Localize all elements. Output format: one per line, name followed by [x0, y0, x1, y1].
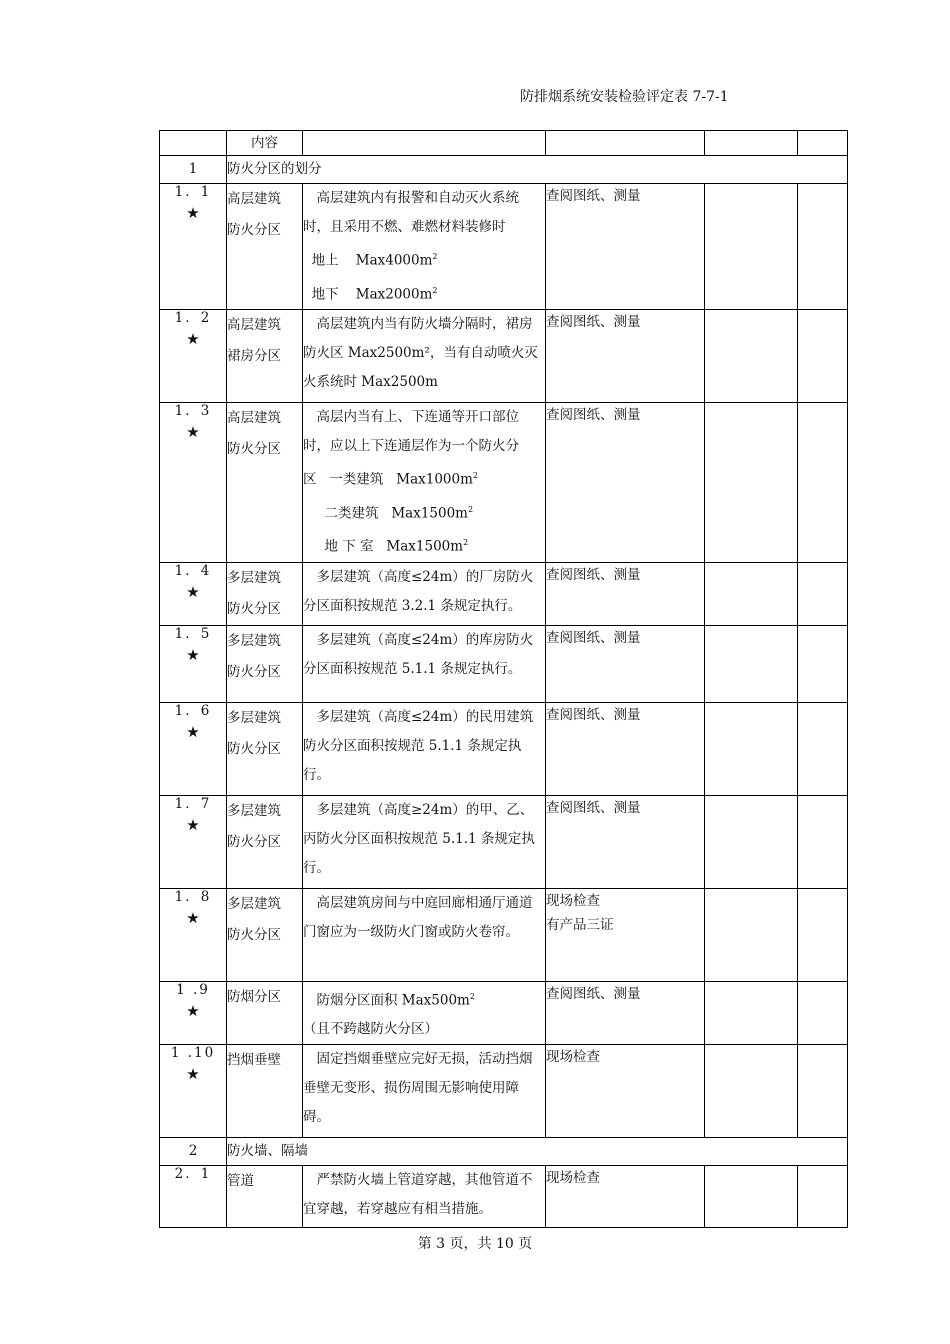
result-cell [705, 1045, 798, 1138]
table-row [160, 1166, 848, 1228]
remark-cell [798, 888, 848, 981]
requirement-text [303, 403, 545, 461]
table-row [160, 888, 848, 981]
result-cell [705, 403, 798, 563]
requirement-text [303, 1015, 545, 1044]
unit-superscript: 2 [467, 504, 474, 514]
unit-superscript: 2 [472, 471, 478, 480]
item-name-line: 防火分区 [227, 441, 281, 457]
inspection-method-text: 查阅图纸、测量 [546, 629, 641, 646]
remark-cell [798, 403, 848, 563]
item-name-line: 高层建筑 [227, 191, 281, 207]
result-cell [705, 795, 798, 888]
requirement-text-content: 高层建筑内有报警和自动灭火系统时，且采用不燃、难燃材料装修时 [303, 190, 519, 235]
inspection-method-text: 查阅图纸、测量 [546, 985, 641, 1002]
requirement-cell [303, 562, 546, 625]
section-number: 1 [160, 156, 227, 184]
item-number-cell [160, 981, 227, 1045]
result-cell [705, 1166, 798, 1228]
requirement-text-content: 多层建筑（高度≤24m）的库房防火分区面积按规范 5.1.1 条规定执行。 [303, 631, 534, 677]
unit-superscript: 2 [463, 538, 469, 547]
header-cell [160, 131, 227, 156]
inspection-method-cell [546, 1166, 705, 1228]
key-item-star-icon: ★ [186, 645, 200, 664]
item-name-line: 防火分区 [227, 663, 281, 680]
section-title: 防火墙、隔墙 [227, 1138, 848, 1166]
remark-cell [798, 1045, 848, 1138]
key-item-star-icon: ★ [186, 908, 200, 927]
item-name-cell [227, 795, 303, 888]
requirement-cell [303, 184, 546, 310]
item-name-line: 高层建筑 [227, 317, 281, 333]
requirement-text-content: 严禁防火墙上管道穿越，其他管道不宜穿越，若穿越应有相当措施。 [303, 1172, 533, 1217]
requirement-text [303, 1166, 545, 1224]
header-cell [303, 131, 546, 156]
item-name-line: 防火分区 [227, 600, 281, 617]
item-name-line: 多层建筑 [227, 709, 281, 726]
unit-superscript: 2 [432, 252, 438, 261]
header-cell [798, 131, 848, 156]
inspection-method-cell [546, 625, 705, 702]
table-row [160, 310, 848, 403]
inspection-method-text: 查阅图纸、测量 [546, 706, 641, 723]
result-cell [705, 888, 798, 981]
item-name-line: 多层建筑 [227, 895, 281, 912]
remark-cell [798, 702, 848, 795]
requirement-text [303, 184, 545, 242]
requirement-text-content: （且不跨越防火分区） [303, 1021, 438, 1037]
item-number: 1．5 [174, 625, 212, 642]
result-cell [705, 702, 798, 795]
page-footer: 第 3 页，共 10 页 [417, 1236, 533, 1252]
requirement-text [303, 982, 545, 1016]
requirement-text [303, 310, 545, 397]
inspection-method-text: 有产品三证 [546, 916, 614, 933]
item-number-cell [160, 562, 227, 625]
item-number: 1．6 [174, 702, 212, 719]
item-number: 1．7 [174, 795, 212, 812]
requirement-text-content: 固定挡烟垂壁应完好无损，活动挡烟垂壁无变形、损伤周围无影响使用障碍。 [303, 1051, 533, 1125]
requirement-cell [303, 795, 546, 888]
item-name-line: 防火分区 [227, 926, 281, 943]
item-number-cell [160, 1166, 227, 1228]
item-number: 1．4 [174, 562, 212, 579]
requirement-text [303, 796, 545, 883]
requirement-text [303, 1045, 545, 1132]
remark-cell [798, 625, 848, 702]
item-name-cell [227, 562, 303, 625]
requirement-text-content: 区 一类建筑 Max1000m [303, 471, 473, 488]
inspection-method-cell [546, 562, 705, 625]
requirement-text-content: 多层建筑（高度≤24m）的民用建筑防火分区面积按规范 5.1.1 条规定执行。 [303, 708, 534, 783]
document-header-title: 防排烟系统安装检验评定表 7-7-1 [520, 89, 729, 105]
inspection-method-cell [546, 702, 705, 795]
key-item-star-icon: ★ [186, 722, 200, 741]
requirement-text-content: 多层建筑（高度≥24m）的甲、乙、丙防火分区面积按规范 5.1.1 条规定执行。 [303, 801, 535, 876]
requirement-text [303, 626, 545, 684]
key-item-star-icon: ★ [186, 330, 200, 348]
key-item-star-icon: ★ [186, 815, 200, 834]
inspection-method-cell [546, 310, 705, 403]
table-row [160, 702, 848, 795]
table-row [160, 184, 848, 310]
requirement-text [303, 563, 545, 621]
inspection-method-text: 现场检查 [546, 1170, 600, 1186]
item-number: 1 .10 [170, 1045, 216, 1061]
item-name-line: 裙房分区 [227, 348, 281, 364]
requirement-cell [303, 625, 546, 702]
result-cell [705, 310, 798, 403]
item-number-cell [160, 403, 227, 563]
item-name-cell [227, 184, 303, 310]
requirement-text [303, 276, 545, 310]
requirement-text-content: 高层建筑内当有防火墙分隔时，裙房防火区 Max2500m²，当有自动喷火灭火系统时 Max2500m [303, 316, 538, 390]
inspection-method-text: 查阅图纸、测量 [546, 188, 641, 204]
header-cell [546, 131, 705, 156]
table-header-row [160, 131, 848, 156]
inspection-method-text: 查阅图纸、测量 [546, 566, 641, 583]
section-row [160, 156, 848, 184]
requirement-text-content: 高层建筑房间与中庭回廊相通厅通道门窗应为一级防火门窗或防火卷帘。 [303, 894, 533, 940]
item-number: 1．3 [174, 403, 212, 419]
inspection-method-cell [546, 403, 705, 563]
table-row [160, 1045, 848, 1138]
requirement-text-content: 地下 Max2000m [303, 286, 433, 302]
key-item-star-icon: ★ [186, 1065, 200, 1083]
item-name-line: 多层建筑 [227, 569, 281, 586]
table-row [160, 403, 848, 563]
inspection-method-cell [546, 981, 705, 1045]
inspection-method-text: 现场检查 [546, 1049, 600, 1065]
item-number-cell [160, 625, 227, 702]
table-row [160, 562, 848, 625]
item-number: 1．1 [174, 184, 212, 200]
unit-superscript: 2 [469, 991, 475, 1001]
item-name-cell [227, 625, 303, 702]
inspection-method-text: 查阅图纸、测量 [546, 799, 641, 816]
remark-cell [798, 795, 848, 888]
item-name-cell [227, 310, 303, 403]
key-item-star-icon: ★ [186, 204, 200, 222]
key-item-star-icon: ★ [186, 423, 200, 441]
inspection-table [159, 130, 848, 1228]
result-cell [705, 184, 798, 310]
item-name-line: 防火分区 [227, 833, 281, 850]
item-name-line: 多层建筑 [227, 632, 281, 649]
requirement-cell [303, 1045, 546, 1138]
item-name-cell [227, 1166, 303, 1228]
section-number: 2 [160, 1138, 227, 1166]
item-name-cell [227, 888, 303, 981]
item-name-line: 防烟分区 [227, 988, 281, 1005]
requirement-cell [303, 981, 546, 1045]
requirement-text-content: 多层建筑（高度≤24m）的厂房防火分区面积按规范 3.2.1 条规定执行。 [303, 568, 534, 614]
item-name-line: 挡烟垂壁 [227, 1052, 281, 1068]
requirement-cell [303, 1166, 546, 1228]
inspection-method-cell [546, 1045, 705, 1138]
requirement-text [303, 889, 545, 947]
table-row [160, 981, 848, 1045]
requirement-text [303, 242, 545, 276]
inspection-method-cell [546, 795, 705, 888]
inspection-method-text: 现场检查 [546, 892, 600, 909]
key-item-star-icon: ★ [186, 1001, 200, 1020]
item-number: 1．8 [174, 888, 212, 905]
table-row [160, 625, 848, 702]
item-name-line: 防火分区 [227, 222, 281, 238]
requirement-text-content: 地上 Max4000m [303, 252, 433, 269]
requirement-cell [303, 310, 546, 403]
section-row [160, 1138, 848, 1166]
inspection-method-text: 查阅图纸、测量 [546, 407, 641, 423]
item-name-cell [227, 702, 303, 795]
requirement-cell [303, 403, 546, 563]
table-row [160, 795, 848, 888]
item-number: 1 .9 [176, 981, 210, 998]
inspection-method-cell [546, 888, 705, 981]
requirement-text-content: 高层内当有上、下连通等开口部位时，应以上下连通层作为一个防火分 [303, 409, 519, 454]
item-name-line: 高层建筑 [227, 410, 281, 426]
requirement-text [303, 495, 545, 529]
item-number-cell [160, 795, 227, 888]
requirement-text [303, 461, 545, 495]
item-number-cell [160, 184, 227, 310]
item-number-cell [160, 888, 227, 981]
requirement-text [303, 528, 545, 562]
item-number: 2．1 [174, 1166, 212, 1182]
header-cell [705, 131, 798, 156]
remark-cell [798, 310, 848, 403]
item-name-line: 管道 [227, 1173, 254, 1189]
item-name-cell [227, 981, 303, 1045]
remark-cell [798, 981, 848, 1045]
unit-superscript: 2 [432, 285, 438, 295]
section-title: 防火分区的划分 [227, 156, 848, 184]
requirement-text-content: 地 下 室 Max1500m [303, 538, 464, 555]
result-cell [705, 562, 798, 625]
requirement-text [303, 703, 545, 790]
item-name-cell [227, 403, 303, 563]
result-cell [705, 625, 798, 702]
item-number-cell [160, 702, 227, 795]
requirement-cell [303, 888, 546, 981]
item-name-line: 防火分区 [227, 740, 281, 757]
remark-cell [798, 1166, 848, 1228]
requirement-text-content: 二类建筑 Max1500m [303, 505, 468, 521]
item-number: 1．2 [174, 310, 212, 326]
requirement-text-content: 防烟分区面积 Max500m [316, 992, 470, 1008]
item-number-cell [160, 310, 227, 403]
item-name-cell [227, 1045, 303, 1138]
requirement-cell [303, 702, 546, 795]
item-number-cell [160, 1045, 227, 1138]
result-cell [705, 981, 798, 1045]
inspection-method-text: 查阅图纸、测量 [546, 314, 641, 330]
header-cell: 内容 [227, 131, 303, 156]
remark-cell [798, 562, 848, 625]
inspection-method-cell [546, 184, 705, 310]
key-item-star-icon: ★ [186, 582, 200, 601]
item-name-line: 多层建筑 [227, 802, 281, 819]
remark-cell [798, 184, 848, 310]
